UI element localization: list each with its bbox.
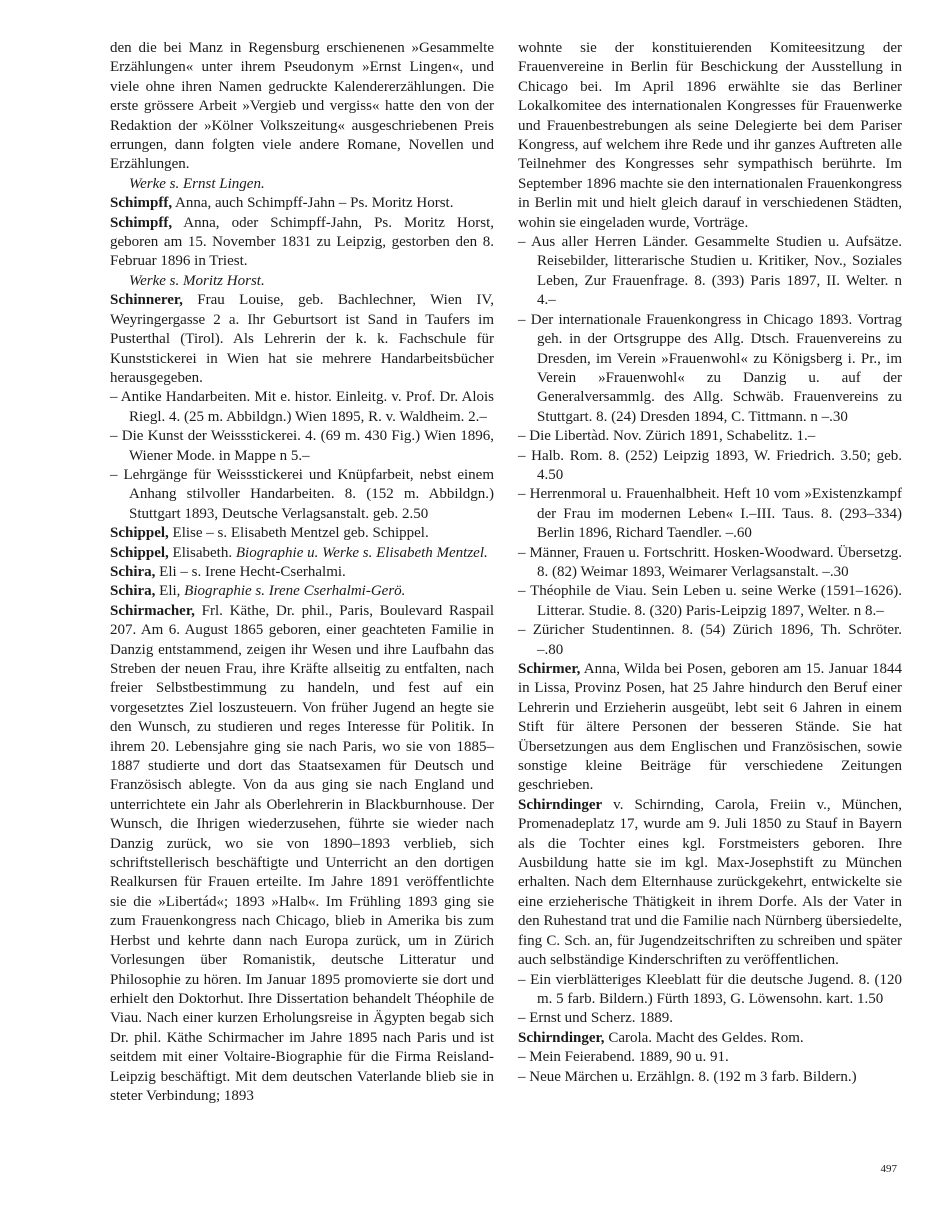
- work-list-item: – Die Libertàd. Nov. Zürich 1891, Schabelitz. 1.–: [518, 428, 816, 445]
- entry-schimpff-2: [110, 214, 494, 272]
- works-reference: Werke s. Moritz Horst.: [129, 272, 265, 289]
- entry-headword: Schimpff,: [110, 195, 173, 212]
- entry-headword: Schippel,: [110, 544, 169, 561]
- entry-schira-2: [110, 582, 494, 601]
- entry-headword: Schira,: [110, 583, 156, 600]
- left-column: [110, 39, 494, 1106]
- entry-schippel-1: [110, 524, 494, 543]
- work-list-item: – Théophile de Viau. Sein Leben u. seine Werke (1591–1626). Litterar. Studie. 8. (320) Paris-Leipzig 1897, Welter. n 8.–: [518, 583, 902, 619]
- work-list-item: – Ein vierblätteriges Kleeblatt für die deutsche Jugend. 8. (120 m. 5 farb. Bildern.) Fürth 1893, G. Löwensohn. kart. 1.50: [518, 971, 902, 1007]
- work-list-item: – Ernst und Scherz. 1889.: [518, 1010, 673, 1027]
- entry-text: Carola. Macht des Geldes. Rom.: [604, 1029, 804, 1046]
- entry-headword: Schirmer,: [518, 661, 581, 677]
- entry-headword: Schirmacher,: [110, 602, 195, 619]
- work-list-item: – Halb. Rom. 8. (252) Leipzig 1893, W. Friedrich. 3.50; geb. 4.50: [518, 447, 902, 483]
- entry-reference: Biographie u. Werke s. Elisabeth Mentzel.: [235, 544, 488, 561]
- work-list-item: – Die Kunst der Weissstickerei. 4. (69 m. 430 Fig.) Wien 1896, Wiener Mode. in Mappe n 5.–: [110, 428, 494, 464]
- entry-schirndinger-1: [518, 796, 902, 971]
- page-number: 497: [880, 1163, 897, 1175]
- work-list-item: – Antike Handarbeiten. Mit e. histor. Einleitg. v. Prof. Dr. Alois Riegl. 4. (25 m. Abbildgn.) Wien 1895, R. v. Waldheim. 2.–: [110, 389, 494, 425]
- entry-text: Anna, oder Schimpff-Jahn, Ps. Moritz Horst, geboren am 15. November 1831 zu Leipzig, gestorben den 8. Februar 1896 in Triest.: [110, 214, 494, 270]
- entry-schirndinger-2: [518, 1029, 902, 1048]
- entry-text: Eli,: [155, 583, 185, 600]
- right-column: [518, 39, 902, 1087]
- work-list-item: – Lehrgänge für Weissstickerei und Knüpfarbeit, nebst einem Anhang stilvoller Handarbeiten. 8. (152 m. Abbildgn.) Stuttgart 1893, Deutsche Verlagsanstalt. geb. 2.50: [110, 466, 494, 522]
- entry-headword: Schinnerer,: [110, 292, 183, 309]
- entry-text: Frau Louise, geb. Bachlechner, Wien IV, Weyringergasse 2 a. Ihr Geburtsort ist Sand in Taufers im Pusterthal (Tirol). Als Lehrerin der k. k. Fachschule für Kunststickerei in Wien hat sie mehrere Handarbeitsbücher herausgegeben.: [110, 292, 494, 386]
- entry-schinnerer: [110, 291, 494, 388]
- work-list-item: – Züricher Studentinnen. 8. (54) Zürich 1896, Th. Schröter. –.80: [518, 622, 902, 658]
- work-list-item: – Mein Feierabend. 1889, 90 u. 91.: [518, 1049, 729, 1066]
- entry-schirmacher: [110, 602, 494, 1107]
- works-reference: Werke s. Ernst Lingen.: [129, 175, 265, 192]
- entry-reference: Biographie s. Irene Cserhalmi-Gerö.: [184, 583, 406, 600]
- entry-headword: Schippel,: [110, 525, 169, 542]
- entry-text: v. Schirnding, Carola, Freiin v., München, Promenadeplatz 17, wurde am 9. Juli 1850 zu Stauf in Bayern als die Tochter eines kgl. Forstmeisters geboren. Ihre Ausbildung hatte sie im kgl. Max-Josephstift zu München erhalten. Nach dem Elternhause zurückgekehrt, entwickelte sie eine erzieherische Thätigkeit in ihrem Dorfe. Als der Vater in den Ruhestand trat und die Familie nach Nürnberg übersiedelte, fing C. Sch. an, für Jugendzeitschriften zu schreiben und später auch selbständige Kinderschriften zu veröffentlichen.: [518, 796, 902, 969]
- entry-text: Anna, auch Schimpff-Jahn – Ps. Moritz Horst.: [172, 195, 454, 212]
- entry-headword: Schimpff,: [110, 214, 173, 231]
- entry-schira-1: [110, 563, 494, 582]
- entry-text: Anna, Wilda bei Posen, geboren am 15. Januar 1844 in Lissa, Provinz Posen, hat 25 Jahre hindurch den Beruf einer Lehrerin und Erzieherin ausgeübt, lebt seit 6 Jahren in einem Stift für ältere Personen der besseren Stände. Sie hat Übersetzungen aus dem Englischen und Französischen, sowie sonstige kleine Beiträge für verschiedene Zeitungen geschrieben.: [518, 661, 902, 794]
- work-list-item: – Herrenmoral u. Frauenhalbheit. Heft 10 vom »Existenzkampf der Frau im modernen Leben« I.–III. Taus. 8. (293–334) Berlin 1896, Richard Taendler. –.60: [518, 486, 902, 542]
- entry-headword: Schirndinger: [518, 796, 603, 813]
- entry-schirmer: [518, 660, 902, 796]
- entry-text: Frl. Käthe, Dr. phil., Paris, Boulevard Raspail 207. Am 6. August 1865 geboren, einer geachteten Familie in Danzig entstammend, zeigen ihr Wesen und ihre Laufbahn das Streben der neuen Frau, ihre Kräfte allseitig zu entfalten, nach freier Selbstbestimmung zu handeln, und fest auf ein vorgesetztes Ziel loszusteuern. Von früher Jugend an hegte sie den Wunsch, zu studieren und reges Interesse für Politik. In ihrem 20. Lebensjahre ging sie nach Paris, wo sie von 1885–1887 studierte und dort das Staatsexamen für Deutsch und Französisch ablegte. Von da aus ging sie nach England und unterrichtete ein Jahr als Oberlehrerin in Blackburnhouse. Der Wunsch, die Ihrigen wiederzusehen, führte sie wieder nach Danzig zurück, wo sie von 1890–1893 verblieb, sich schriftstellerisch beschäftigte und Unterricht an den dortigen Realkursen für Frauen erteilte. Im Jahre 1891 veröffentlichte sie die »Libertád«; 1893 »Halb«. Im Frühling 1893 ging sie zum Frauenkongress nach Chicago, blieb in Amerika bis zum Herbst und kehrte dann nach Europa zurück, um in Zürich Vorlesungen über Romanistik, deutsche Litteratur und Philosophie zu hören. Im Januar 1895 promovierte sie dort und erhielt den Doktorhut. Ihre Dissertation behandelt Théophile de Viau. Nach einer kurzen Erholungsreise in Ägypten begab sich Dr. phil. Käthe Schirmacher im Jahre 1895 nach Paris und ist seitdem mit einer Voltaire-Biographie für die Firma Reisland-Leipzig beschäftigt. Mit dem deutschen Vaterlande blieb sie in steter Verbindung; 1893: [110, 602, 494, 1104]
- work-list-item: – Der internationale Frauenkongress in Chicago 1893. Vortrag geh. in der Ortsgruppe des Allg. Dtsch. Frauenvereins zu Dresden, im Verein »Frauenwohl« zu Königsberg i. Pr., im Verein »Frauenwohl« zu Danzig u. auf der Generalversammlg. des Allg. Schwäb. Frauenvereins zu Stuttgart. 8. (24) Dresden 1894, C. Tittmann. n –.30: [518, 311, 902, 425]
- work-list-item: – Neue Märchen u. Erzählgn. 8. (192 m 3 farb. Bildern.): [518, 1068, 857, 1085]
- entry-continuation: den die bei Manz in Regensburg erschienenen »Gesammelte Erzählungen« unter ihrem Pseudonym »Ernst Lingen«, und viele ohne ihren Namen gedruckte Kalendererzählungen. Die erste grössere Arbeit »Vergieb und vergiss« hatte den von der Redaktion der »Kölner Volkszeitung« ausgeschriebenen Preis errungen, dann folgten viele andere Romane, Novellen und Erzählungen.: [110, 40, 494, 173]
- entry-text: Elise – s. Elisabeth Mentzel geb. Schippel.: [168, 525, 429, 542]
- entry-text: Eli – s. Irene Hecht-Cserhalmi.: [155, 563, 346, 580]
- work-list-item: – Männer, Frauen u. Fortschritt. Hosken-Woodward. Übersetzg. 8. (82) Weimar 1893, Weimarer Verlagsanstalt. –.30: [518, 544, 902, 580]
- entry-headword: Schirndinger,: [518, 1029, 605, 1046]
- entry-continuation: wohnte sie der konstituierenden Komiteesitzung der Frauenvereine in Berlin für Beschickung der Ausstellung in Chicago bei. Im April 1896 erwählte sie das Berliner Lokalkomitee des internationalen Kongresses für Frauenwerke und Frauenbestrebungen als seine Delegierte bei dem Pariser Kongress, auf welchem ihre Rede und ihr ganzes Auftreten alle Teilnehmer des Kongresses sehr sympathisch berührte. Im September 1896 machte sie den internationalen Frauenkongress in Berlin mit und hielt gleich darauf in verschiedenen Städten, wohin sie eingeladen wurde, Vorträge.: [518, 40, 902, 231]
- work-list-item: – Aus aller Herren Länder. Gesammelte Studien u. Aufsätze. Reisebilder, litterarische Studien u. Kritiker, Nov., Soziales Leben, Zur Frauenfrage. 8. (393) Paris 1897, II. Welter. n 4.–: [518, 234, 902, 309]
- entry-schimpff-1: [110, 194, 494, 213]
- entry-headword: Schira,: [110, 563, 156, 580]
- entry-text: Elisabeth.: [168, 544, 236, 561]
- entry-schippel-2: [110, 544, 494, 563]
